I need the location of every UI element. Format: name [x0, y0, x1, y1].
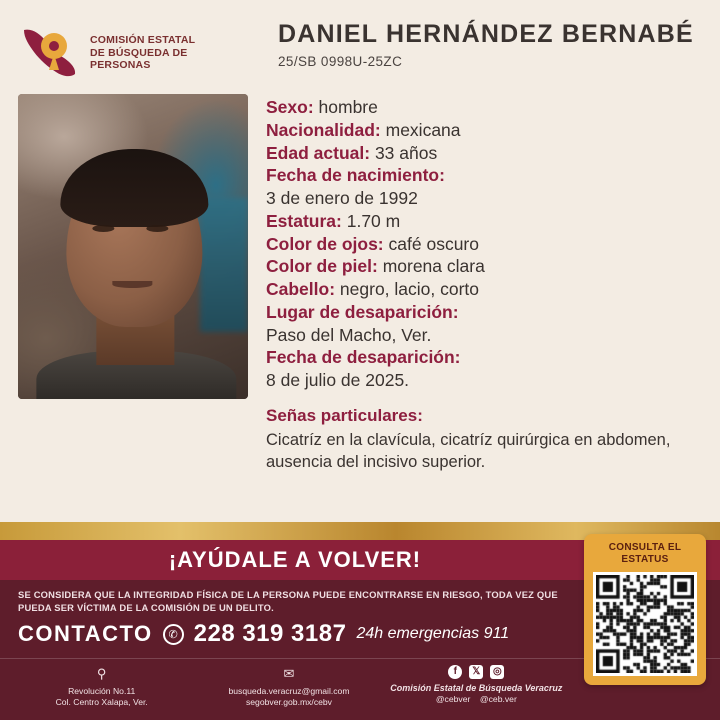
detail-value: negro, lacio, corto	[339, 279, 480, 299]
marks-label: Señas particulares:	[266, 405, 423, 425]
qr-title	[591, 542, 699, 566]
detail-value: hombre	[318, 97, 378, 117]
organization-logo	[18, 14, 268, 82]
detail-value: 33 años	[374, 142, 438, 163]
person-details-list	[266, 94, 702, 473]
email-address[interactable]: busqueda.veracruz@gmail.com	[228, 685, 350, 696]
title-block	[278, 14, 702, 69]
detail-row	[266, 142, 702, 165]
poster-body	[18, 94, 702, 473]
org-name-line-3: PERSONAS	[90, 59, 151, 72]
detail-label: Edad actual:	[266, 142, 371, 163]
social-title: Comisión Estatal de Búsqueda Veracruz	[390, 683, 563, 693]
case-folio: 25/SB 0998U-25ZC	[278, 54, 403, 69]
detail-row	[266, 96, 702, 119]
footer-address	[8, 665, 195, 709]
person-name: DANIEL HERNÁNDEZ BERNABÉ	[278, 20, 694, 48]
emergency-text: 24h emergencias 911	[356, 625, 510, 643]
instagram-icon[interactable]: ◎	[490, 665, 504, 679]
poster-header	[18, 14, 702, 82]
detail-value: Paso del Macho, Ver.	[266, 324, 432, 345]
detail-value: mexicana	[385, 119, 461, 140]
contact-phone[interactable]: 228 319 3187	[193, 620, 347, 648]
detail-label: Color de ojos:	[266, 233, 384, 254]
org-name-line-2: DE BÚSQUEDA DE	[90, 46, 188, 59]
social-handles	[383, 694, 570, 706]
detail-label: Cabello:	[266, 279, 336, 299]
qr-title-line-2: ESTATUS	[621, 554, 669, 565]
missing-person-photo	[18, 94, 248, 399]
poster-bottom-section	[0, 540, 720, 720]
detail-label: Sexo:	[266, 97, 314, 117]
detail-value: 1.70 m	[346, 210, 401, 231]
contact-label: CONTACTO	[18, 621, 153, 647]
detail-row	[266, 210, 702, 233]
qr-code[interactable]	[593, 572, 697, 676]
location-pin-icon: ⚲	[96, 666, 107, 681]
handle-1: @cebver	[435, 694, 471, 705]
footer-social	[383, 665, 570, 706]
detail-row	[266, 278, 702, 301]
website-url[interactable]: segobver.gob.mx/cebv	[245, 697, 332, 708]
detail-label: Color de piel:	[266, 256, 378, 277]
photo-column	[18, 94, 248, 473]
detail-label: Lugar de desaparición:	[266, 301, 459, 322]
detail-value: morena clara	[382, 256, 485, 277]
detail-label: Estatura:	[266, 210, 342, 231]
detail-row	[266, 164, 702, 210]
detail-label: Fecha de desaparición:	[266, 347, 461, 368]
detail-label: Nacionalidad:	[266, 119, 381, 140]
detail-value: 8 de julio de 2025.	[266, 370, 410, 390]
qr-title-line-1: CONSULTA EL	[608, 542, 682, 553]
veracruz-map-pin-icon	[18, 24, 82, 82]
phone-icon: ✆	[163, 624, 184, 645]
detail-row	[266, 119, 702, 142]
detail-row	[266, 233, 702, 256]
marks-text: Cicatríz en la clavícula, cicatríz quirúrgica en abdomen, ausencia del incisivo superior.	[266, 430, 671, 471]
social-icons	[383, 665, 570, 679]
org-name-line-1: COMISIÓN ESTATAL	[90, 33, 196, 46]
detail-value: café oscuro	[388, 233, 479, 254]
handle-2: @ceb.ver	[479, 694, 517, 705]
footer-email	[195, 665, 382, 709]
address-line-1: Revolución No.11	[68, 685, 136, 696]
help-banner-text: ¡AYÚDALE A VOLVER!	[168, 547, 422, 572]
organization-name	[90, 34, 195, 72]
detail-value: 3 de enero de 1992	[266, 188, 418, 208]
detail-label: Fecha de nacimiento:	[266, 165, 445, 186]
risk-disclaimer: SE CONSIDERA QUE LA INTEGRIDAD FÍSICA DE LA PERSONA PUEDE ENCONTRARSE EN RIESGO, TODA VEZ QUE PUEDA SER VÍCTIMA DE LA COMISIÓN DE UN DELITO.	[18, 589, 558, 613]
address-line-2: Col. Centro Xalapa, Ver.	[55, 697, 148, 708]
detail-row	[266, 255, 702, 278]
detail-row	[266, 301, 702, 347]
envelope-icon: ✉	[283, 666, 295, 681]
detail-row	[266, 346, 702, 392]
qr-panel[interactable]	[584, 534, 706, 685]
distinguishing-marks	[266, 406, 702, 473]
x-twitter-icon[interactable]: 𝕏	[469, 665, 483, 679]
facebook-icon[interactable]: f	[448, 665, 462, 679]
